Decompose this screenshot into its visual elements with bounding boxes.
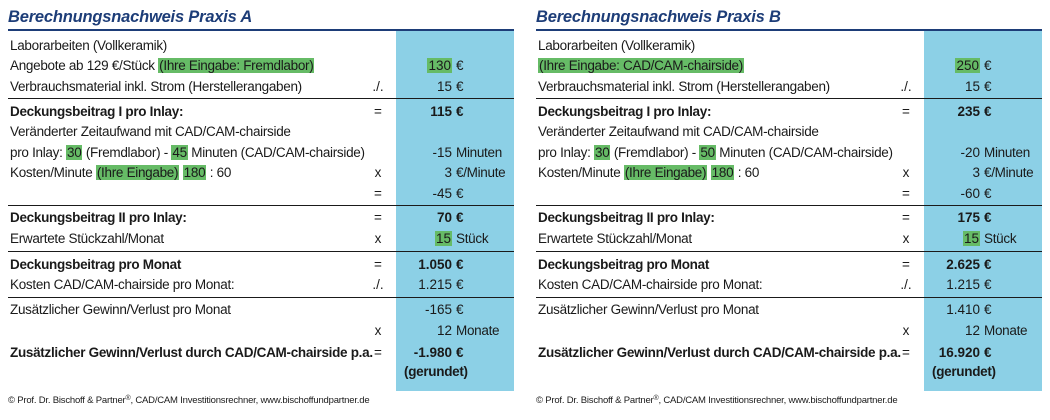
row-gewinn-pa-operator: = <box>374 345 382 360</box>
input-highlight[interactable]: (Ihre Eingabe: CAD/CAM-chairside) <box>539 58 743 73</box>
row-gewinn-pa-operator: = <box>902 345 910 360</box>
panel-title: Berechnungsnachweis Praxis A <box>8 8 253 26</box>
row-kosten-cadcam-unit: € <box>456 277 464 292</box>
row-db1-label: Deckungsbeitrag I pro Inlay: <box>538 104 712 119</box>
row-kosten-minute-unit: €/Minute <box>456 165 506 180</box>
row-zeit-kosten-operator: = <box>374 186 382 201</box>
row-db-monat-unit: € <box>456 257 464 272</box>
separator <box>536 205 1042 206</box>
row-kosten-cadcam-label: Kosten CAD/CAM-chairside pro Monat: <box>538 277 763 292</box>
row-gewinn-pa-label: Zusätzlicher Gewinn/Verlust durch CAD/CAM-chairside p.a. <box>10 345 373 360</box>
row-zeit-kosten-unit: € <box>984 186 992 201</box>
row-stueckzahl-label: Erwartete Stückzahl/Monat <box>538 231 692 246</box>
row-db2-label: Deckungsbeitrag II pro Inlay: <box>10 210 187 225</box>
row-laborarbeiten-label: Laborarbeiten (Vollkeramik) <box>10 38 167 53</box>
separator <box>536 297 1042 298</box>
row-db1-value: 115 <box>430 104 452 119</box>
row-kosten-minute-operator: x <box>902 165 910 180</box>
calc-panel-praxis-b <box>536 0 1050 420</box>
row-db2-operator: = <box>902 210 910 225</box>
input-highlight[interactable]: 30 <box>66 145 82 160</box>
row-angebote-value[interactable]: 130 <box>428 58 451 73</box>
row-angebote-unit: € <box>456 58 464 73</box>
row-db1-operator: = <box>902 104 910 119</box>
row-zeitaufwand-label: Veränderter Zeitaufwand mit CAD/CAM-chairside <box>10 124 291 139</box>
row-db-monat-label: Deckungsbeitrag pro Monat <box>10 257 182 272</box>
row-kosten-minute-value: 3 <box>972 165 980 180</box>
row-kosten-cadcam-unit: € <box>984 277 992 292</box>
row-kosten-minute-label: Kosten/Minute (Ihre Eingabe) 180 : 60 <box>10 165 232 180</box>
row-gewinn-pa-note: (gerundet) <box>932 364 996 379</box>
row-verbrauch-operator: ./. <box>900 79 912 94</box>
row-gewinn-monat-label: Zusätzlicher Gewinn/Verlust pro Monat <box>538 302 759 317</box>
separator <box>8 98 514 99</box>
row-zeit-kosten-value: -45 <box>432 186 452 201</box>
row-kosten-minute-unit: €/Minute <box>984 165 1034 180</box>
row-angebote-label <box>538 58 744 74</box>
row-verbrauch-unit: € <box>456 79 464 94</box>
row-gewinn-pa-unit: € <box>984 345 992 360</box>
row-gewinn-pa-unit: € <box>456 345 464 360</box>
row-angebote-label: Angebote ab 129 €/Stück (Ihre Eingabe: Fremdlabor) <box>10 58 314 73</box>
row-gewinn-monat-value: -165 <box>424 302 452 317</box>
row-db2-value: 175 <box>957 210 980 225</box>
row-db1-unit: € <box>456 104 464 119</box>
calc-panel-praxis-a <box>8 0 522 420</box>
input-highlight[interactable]: (Ihre Eingabe) <box>624 165 707 180</box>
input-highlight[interactable]: 30 <box>594 145 610 160</box>
row-db-monat-operator: = <box>902 257 910 272</box>
row-zeit-kosten-operator: = <box>902 186 910 201</box>
row-stueckzahl-unit: Stück <box>456 231 489 246</box>
row-pro-inlay-unit: Minuten <box>456 145 502 160</box>
row-verbrauch-operator: ./. <box>372 79 384 94</box>
row-db-monat-operator: = <box>374 257 382 272</box>
row-verbrauch-value: 15 <box>436 79 452 94</box>
row-zeit-kosten-unit: € <box>456 186 464 201</box>
row-gewinn-pa-note: (gerundet) <box>404 364 468 379</box>
row-pro-inlay-label: pro Inlay: 30 (Fremdlabor) - 50 Minuten (CAD/CAM-chairside) <box>538 145 893 160</box>
row-verbrauch-value: 15 <box>964 79 980 94</box>
row-pro-inlay-value: -15 <box>432 145 452 160</box>
row-kosten-cadcam-value: 1.215 <box>418 277 452 292</box>
row-monate-unit: Monate <box>456 323 500 338</box>
row-verbrauch-label: Verbrauchsmaterial inkl. Strom (Herstellerangaben) <box>10 79 302 94</box>
row-db2-unit: € <box>456 210 464 225</box>
row-db-monat-value: 2.625 <box>946 257 980 272</box>
row-stueckzahl-unit: Stück <box>984 231 1017 246</box>
row-kosten-minute-label: Kosten/Minute (Ihre Eingabe) 180 : 60 <box>538 165 760 180</box>
copyright-footer: © Prof. Dr. Bischoff & Partner®, CAD/CAM Investitionsrechner, www.bischoffundpartner.de <box>536 395 898 406</box>
row-zeit-kosten-value: -60 <box>960 186 980 201</box>
row-laborarbeiten-label: Laborarbeiten (Vollkeramik) <box>538 38 695 53</box>
row-db2-unit: € <box>984 210 992 225</box>
row-pro-inlay-unit: Minuten <box>984 145 1030 160</box>
row-gewinn-pa-value: -1.980 <box>413 345 452 360</box>
separator <box>536 98 1042 99</box>
row-gewinn-monat-label: Zusätzlicher Gewinn/Verlust pro Monat <box>10 302 231 317</box>
row-stueckzahl-value[interactable]: 15 <box>963 231 979 246</box>
row-stueckzahl-value[interactable]: 15 <box>435 231 451 246</box>
row-pro-inlay-label: pro Inlay: 30 (Fremdlabor) - 45 Minuten (CAD/CAM-chairside) <box>10 145 365 160</box>
row-db1-operator: = <box>374 104 382 119</box>
row-db-monat-value: 1.050 <box>418 257 452 272</box>
row-angebote-unit: € <box>984 58 992 73</box>
row-db2-operator: = <box>374 210 382 225</box>
row-monate-value: 12 <box>964 323 980 338</box>
separator <box>536 251 1042 252</box>
input-highlight[interactable]: 45 <box>172 145 187 160</box>
row-monate-value: 12 <box>436 323 452 338</box>
separator <box>8 251 514 252</box>
input-highlight[interactable]: 180 <box>183 165 206 180</box>
row-db1-unit: € <box>984 104 992 119</box>
row-monate-operator: x <box>902 323 910 338</box>
row-verbrauch-unit: € <box>984 79 992 94</box>
row-pro-inlay-value: -20 <box>960 145 980 160</box>
row-gewinn-monat-value: 1.410 <box>946 302 980 317</box>
row-kosten-cadcam-operator: ./. <box>372 277 384 292</box>
row-db2-value: 70 <box>436 210 452 225</box>
row-gewinn-monat-unit: € <box>984 302 992 317</box>
row-gewinn-pa-label: Zusätzlicher Gewinn/Verlust durch CAD/CAM-chairside p.a. <box>538 345 901 360</box>
input-highlight[interactable]: (Ihre Eingabe) <box>96 165 179 180</box>
row-kosten-minute-operator: x <box>374 165 382 180</box>
row-stueckzahl-label: Erwartete Stückzahl/Monat <box>10 231 164 246</box>
row-zeitaufwand-label: Veränderter Zeitaufwand mit CAD/CAM-chairside <box>538 124 819 139</box>
row-monate-operator: x <box>374 323 382 338</box>
input-highlight[interactable]: (Ihre Eingabe: Fremdlabor) <box>159 58 314 73</box>
panel-title: Berechnungsnachweis Praxis B <box>536 8 781 26</box>
row-gewinn-monat-unit: € <box>456 302 464 317</box>
row-stueckzahl-operator: x <box>902 231 910 246</box>
row-stueckzahl-operator: x <box>374 231 382 246</box>
row-db-monat-label: Deckungsbeitrag pro Monat <box>538 257 710 272</box>
copyright-footer: © Prof. Dr. Bischoff & Partner®, CAD/CAM Investitionsrechner, www.bischoffundpartner.de <box>8 395 370 406</box>
row-verbrauch-label: Verbrauchsmaterial inkl. Strom (Herstellerangaben) <box>538 79 830 94</box>
row-kosten-cadcam-value: 1.215 <box>946 277 980 292</box>
row-db2-label: Deckungsbeitrag II pro Inlay: <box>538 210 715 225</box>
separator <box>8 205 514 206</box>
input-highlight[interactable]: 180 <box>711 165 734 180</box>
input-highlight[interactable]: 50 <box>700 145 715 160</box>
row-kosten-minute-value: 3 <box>444 165 452 180</box>
row-monate-unit: Monate <box>984 323 1028 338</box>
row-kosten-cadcam-label: Kosten CAD/CAM-chairside pro Monat: <box>10 277 235 292</box>
row-db1-label: Deckungsbeitrag I pro Inlay: <box>10 104 184 119</box>
row-kosten-cadcam-operator: ./. <box>900 277 912 292</box>
row-db-monat-unit: € <box>984 257 992 272</box>
row-angebote-value[interactable]: 250 <box>956 58 979 73</box>
separator <box>8 297 514 298</box>
row-db1-value: 235 <box>957 104 980 119</box>
row-gewinn-pa-value: 16.920 <box>938 345 980 360</box>
